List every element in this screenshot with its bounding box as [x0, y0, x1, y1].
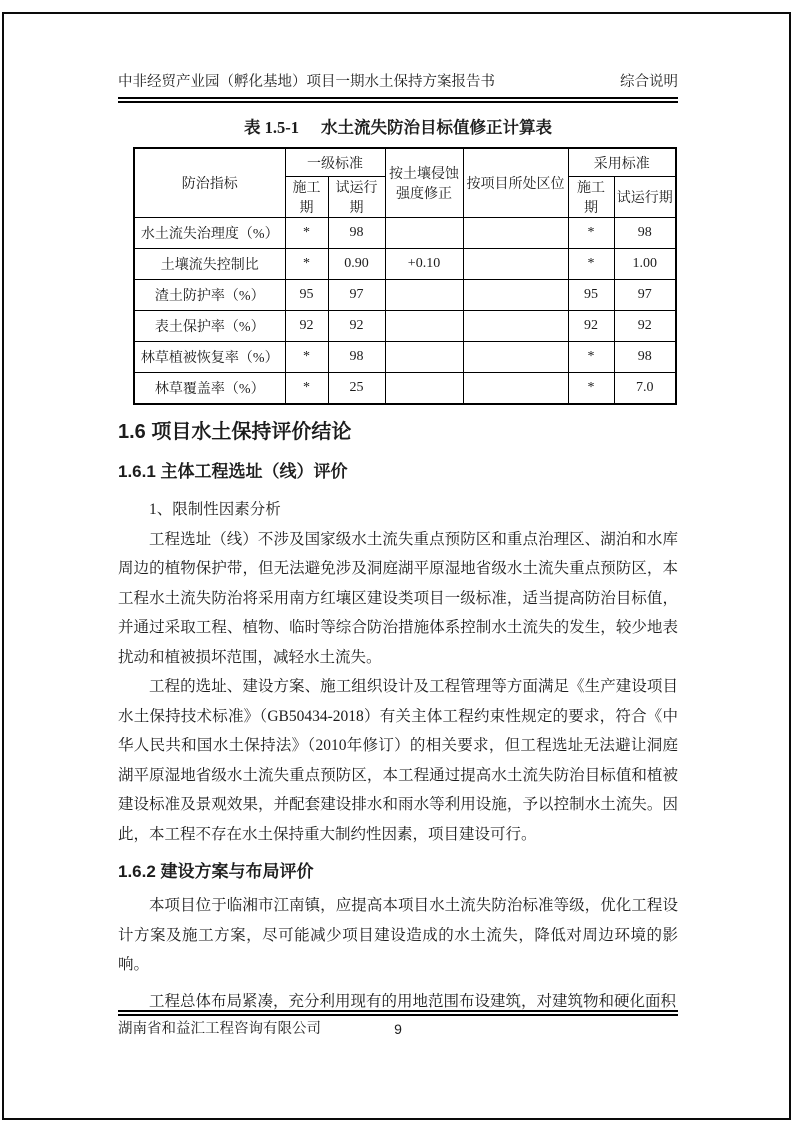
table-row: 土壤流失控制比 * 0.90 +0.10 * 1.00: [134, 249, 676, 280]
subheader-trial: 试运行期: [614, 177, 676, 218]
table-row: 渣土防护率（%） 95 97 95 97: [134, 280, 676, 311]
table-row: 林草植被恢复率（%） * 98 * 98: [134, 342, 676, 373]
table-title: [118, 118, 678, 138]
page-header: [118, 73, 678, 91]
table-number: 表 1.5-1: [244, 118, 299, 137]
col-header-soil-correction: 按土壤侵蚀强度修正: [385, 148, 463, 218]
correction-table: [133, 147, 677, 405]
subheader-construction: 施工期: [285, 177, 328, 218]
table-row: 水土流失治理度（%） * 98 * 98: [134, 218, 676, 249]
table-row: 林草覆盖率（%） * 25 * 7.0: [134, 373, 676, 405]
paragraph-site-selection: 工程选址（线）不涉及国家级水土流失重点预防区和重点治理区、湖泊和水库周边的植物保护带，但无法避免涉及洞庭湖平原湿地省级水土流失重点预防区，本工程水土流失防治将采用南方红壤区建设类项目一级标准，适当提高防治目标值，并通过采取工程、植物、临时等综合防治措施体系控制水土流失的发生，较少地表扰动和植被损坏范围，减轻水土流失。: [118, 530, 678, 666]
footer-rule: [118, 1010, 678, 1016]
paragraph-compliance: 工程的选址、建设方案、施工组织设计及工程管理等方面满足《生产建设项目水土保持技术标准》（GB50434-2018）有关主体工程约束性规定的要求，符合《中华人民共和国水土保持法》（2010年修订）的相关要求，但工程选址无法避让洞庭湖平原湿地省级水土流失重点预防区，本工程通过提高水土流失防治目标值和植被建设标准及景观效果，并配套建设排水和雨水等利用设施，予以控制水土流失。因此，本工程不存在水土保持重大制约性因素，项目建设可行。: [118, 678, 678, 843]
row-label: 土壤流失控制比: [134, 249, 285, 280]
table-caption: 水土流失防治目标值修正计算表: [321, 118, 552, 137]
header-rule: [118, 97, 678, 103]
col-header-level1: 一级标准: [285, 148, 385, 177]
col-header-indicator: 防治指标: [134, 148, 285, 218]
header-report-title: 中非经贸产业园（孵化基地）项目一期水土保持方案报告书: [118, 74, 495, 90]
col-header-location: 按项目所处区位: [463, 148, 568, 218]
table-row: 表土保护率（%） 92 92 92 92: [134, 311, 676, 342]
subheader-trial: 试运行期: [328, 177, 385, 218]
page-number: 9: [394, 1021, 402, 1037]
section-heading-1-6-1: 1.6.1 主体工程选址（线）评价: [118, 462, 348, 481]
footer-company: 湖南省和益汇工程咨询有限公司: [118, 1021, 321, 1037]
section-heading-1-6-2: 1.6.2 建设方案与布局评价: [118, 862, 314, 881]
col-header-adopted: 采用标准: [568, 148, 676, 177]
row-label: 林草植被恢复率（%）: [134, 342, 285, 373]
row-label: 表土保护率（%）: [134, 311, 285, 342]
paragraph-layout: 工程总体布局紧凑，充分利用现有的用地范围布设建筑，对建筑物和硬化面积: [149, 992, 677, 1010]
row-label: 林草覆盖率（%）: [134, 373, 285, 405]
page-content: [118, 0, 678, 1016]
list-item-1: 1、限制性因素分析: [149, 501, 281, 518]
header-section-label: 综合说明: [620, 74, 678, 90]
section-heading-1-6: 1.6 项目水土保持评价结论: [118, 421, 352, 443]
row-label: 水土流失治理度（%）: [134, 218, 285, 249]
row-label: 渣土防护率（%）: [134, 280, 285, 311]
page-footer: [118, 1010, 678, 1038]
subheader-construction: 施工期: [568, 177, 614, 218]
paragraph-location-plan: 本项目位于临湘市江南镇，应提高本项目水土流失防治标准等级，优化工程设计方案及施工方案，尽可能减少项目建设造成的水土流失，降低对周边环境的影响。: [118, 897, 678, 973]
